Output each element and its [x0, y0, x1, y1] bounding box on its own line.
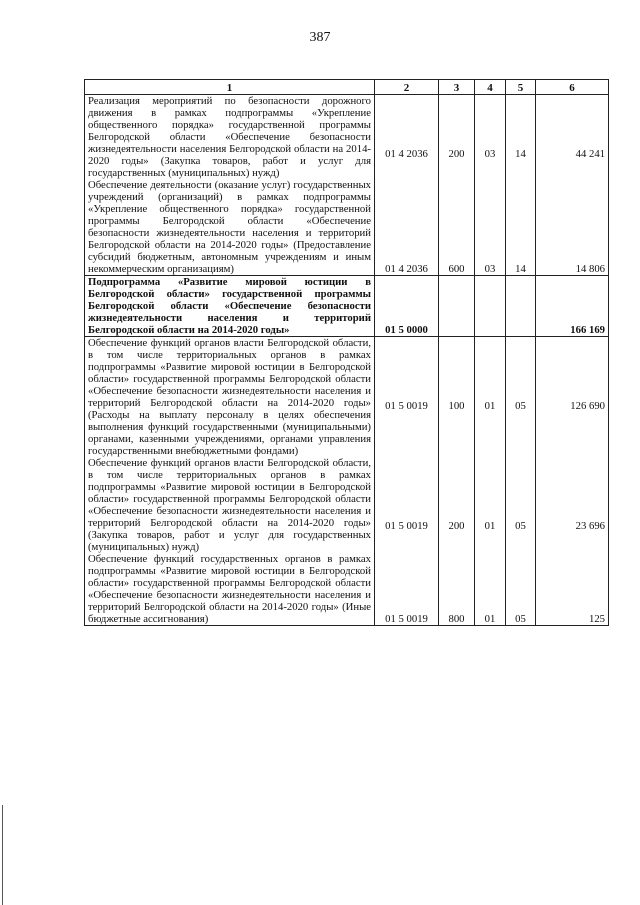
row-expense-type: 200: [448, 520, 465, 532]
table-row: [85, 95, 609, 276]
row-code: 01 5 0019: [385, 613, 428, 625]
row-expense-type: 600: [448, 263, 465, 275]
row-description: Обеспечение функций органов власти Белгородской области, в том числе территориальных органов в рамках подпрограммы «Развитие мировой юстиции в Белгородской области» государственной программы Белгородской области «Обеспечение безопасности жизнедеятельности населения и территорий Белгородской области на 2014-2020 годы» (Закупка товаров, работ и услуг для государственных (муниципальных) нужд): [88, 457, 371, 553]
row-amount: 166 169: [536, 276, 609, 337]
expense-type-cell: [439, 337, 475, 626]
row-section: 03: [484, 148, 496, 160]
header-col-3: 3: [439, 80, 475, 95]
row-amount: 125: [588, 613, 605, 625]
row-subsection: 14: [515, 263, 526, 275]
row-subsection: [506, 276, 536, 337]
row-section: 03: [484, 263, 496, 275]
row-description: Обеспечение деятельности (оказание услуг) государственных учреждений (организаций) в рамках подпрограммы «Укрепление общественного порядка» государственной программы Белгородской области «Обеспечение безопасности жизнедеятельности населения и территорий Белгородской области на 2014-2020 годы» (Предоставление субсидий бюджетным, автономным учреждениям и иным некоммерческим организациям): [88, 179, 371, 275]
header-col-5: 5: [506, 80, 536, 95]
row-expense-type: [439, 276, 475, 337]
row-amount: 23 696: [575, 520, 605, 532]
row-section: 01: [484, 520, 496, 532]
row-section: 01: [484, 400, 496, 412]
row-subsection: 05: [515, 613, 526, 625]
row-code: 01 5 0000: [375, 276, 439, 337]
row-amount: 126 690: [570, 400, 605, 412]
row-expense-type: 100: [448, 400, 465, 412]
budget-table: [84, 79, 609, 626]
amount-cell: [536, 95, 609, 276]
row-code: 01 5 0019: [385, 400, 428, 412]
row-subsection: 14: [515, 148, 526, 160]
page-number: 387: [309, 30, 331, 45]
section-cell: [475, 337, 506, 626]
table-row-subprogram: [85, 276, 609, 337]
row-amount: 44 241: [575, 148, 605, 160]
subsection-cell: [506, 95, 536, 276]
row-description-cell: [85, 337, 375, 626]
row-description: Реализация мероприятий по безопасности дорожного движения в рамках подпрограммы «Укрепление общественного порядка» государственной программы Белгородской области «Обеспечение безопасности жизнедеятельности населения Белгородской области на 2014-2020 годы» (Закупка товаров, работ и услуг для государственных (муниципальных) нужд): [88, 95, 371, 179]
expense-type-cell: [439, 95, 475, 276]
row-description-cell: [85, 95, 375, 276]
table-row: [85, 337, 609, 626]
row-section: 01: [484, 613, 496, 625]
header-col-1: 1: [85, 80, 375, 95]
row-subsection: 05: [515, 400, 526, 412]
row-code: 01 5 0019: [385, 520, 428, 532]
row-expense-type: 800: [448, 613, 465, 625]
row-description: Обеспечение функций органов власти Белгородской области, в том числе территориальных органов в рамках подпрограммы «Развитие мировой юстиции в Белгородской области» государственной программы Белгородской области «Обеспечение безопасности жизнедеятельности населения и территорий Белгородской области на 2014-2020 годы» (Расходы на выплату персоналу в целях обеспечения выполнения функций государственными (муниципальными) органами, казенными учреждениями, органами управления государственными внебюджетными фондами): [88, 337, 371, 457]
row-code: 01 4 2036: [385, 263, 428, 275]
row-description: Подпрограмма «Развитие мировой юстиции в Белгородской области» государственной программы Белгородской области «Обеспечение безопасности жизнедеятельности населения и территорий Белгородской области на 2014-2020 годы»: [85, 276, 375, 337]
header-col-4: 4: [475, 80, 506, 95]
row-expense-type: 200: [448, 148, 465, 160]
amount-cell: [536, 337, 609, 626]
table-header-row: [85, 80, 609, 95]
row-subsection: 05: [515, 520, 526, 532]
header-col-6: 6: [536, 80, 609, 95]
row-description: Обеспечение функций государственных органов в рамках подпрограммы «Развитие мировой юстиции в Белгородской области» государственной программы Белгородской области «Обеспечение безопасности жизнедеятельности населения и территорий Белгородской области на 2014-2020 годы» (Иные бюджетные ассигнования): [88, 553, 371, 625]
code-cell: [375, 337, 439, 626]
code-cell: [375, 95, 439, 276]
scan-edge-line: [2, 805, 3, 905]
header-col-2: 2: [375, 80, 439, 95]
row-amount: 14 806: [575, 263, 605, 275]
row-code: 01 4 2036: [385, 148, 428, 160]
row-section: [475, 276, 506, 337]
subsection-cell: [506, 337, 536, 626]
section-cell: [475, 95, 506, 276]
